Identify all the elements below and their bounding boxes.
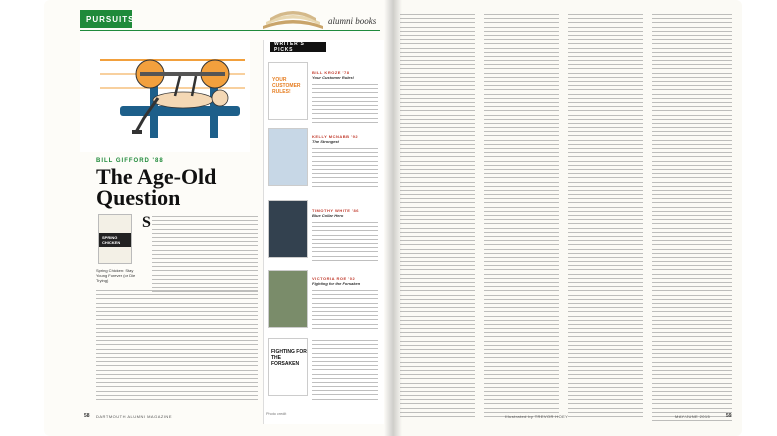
body-column-1-top bbox=[152, 216, 258, 296]
pick-blurb-4 bbox=[312, 290, 378, 332]
pick-cover-5 bbox=[268, 338, 308, 396]
page-number-right: 59 bbox=[726, 413, 732, 419]
pick-cover-4 bbox=[268, 270, 308, 328]
right-column-3 bbox=[568, 14, 643, 420]
article-title: The Age-Old Question bbox=[96, 164, 217, 210]
pick-blurb-5 bbox=[312, 340, 378, 403]
right-column-2 bbox=[484, 14, 559, 420]
body-column-1-bottom bbox=[96, 290, 258, 403]
footer-left: DARTMOUTH ALUMNI MAGAZINE bbox=[96, 414, 172, 419]
section-tab: PURSUITS bbox=[80, 10, 132, 28]
pick-cover-2 bbox=[268, 128, 308, 186]
pick-cover-1 bbox=[268, 62, 308, 120]
book-stack-icon bbox=[258, 2, 328, 32]
book-caption: Spring Chicken: Stay Young Forever (or Die Trying) bbox=[96, 268, 136, 283]
pick-info-4: VICTORIA ROE '02 Fighting for the Forsaken bbox=[312, 276, 361, 286]
right-column-4 bbox=[652, 14, 732, 424]
bench-press-illustration bbox=[80, 40, 250, 152]
writers-picks-label: WRITER'S PICKS bbox=[270, 42, 326, 52]
pick-cover-5-title: FIGHTING FOR THE FORSAKEN bbox=[271, 349, 307, 367]
right-column-1 bbox=[400, 14, 475, 420]
byline: BILL GIFFORD '88 bbox=[96, 158, 164, 164]
pick-info-1: BILL KROZE '78 Your Customer Rules! bbox=[312, 70, 355, 80]
photo-credit: Photo credit bbox=[266, 412, 287, 416]
pick-info-2: KELLY MCNABB '92 The Strongest bbox=[312, 134, 359, 144]
page-number-left: 58 bbox=[84, 413, 90, 419]
department-label: alumni books bbox=[328, 16, 377, 26]
book-cover-title: SPRING CHICKEN bbox=[102, 235, 121, 245]
pick-cover-1-title: YOUR CUSTOMER RULES! bbox=[272, 77, 301, 95]
footer-right: MAY/JUNE 2015 bbox=[675, 414, 711, 419]
drop-cap: S bbox=[142, 214, 151, 231]
illustration-credit: Illustrated by TREVOR HOEY bbox=[505, 414, 569, 419]
pick-blurb-3 bbox=[312, 222, 378, 264]
pick-cover-3 bbox=[268, 200, 308, 258]
header-rule bbox=[80, 30, 380, 31]
pick-info-3: TIMOTHY WHITE '86 Blue Collar Hero bbox=[312, 208, 359, 218]
pick-blurb-2 bbox=[312, 148, 378, 190]
pick-blurb-1 bbox=[312, 84, 378, 126]
book-cover-image bbox=[98, 214, 132, 264]
